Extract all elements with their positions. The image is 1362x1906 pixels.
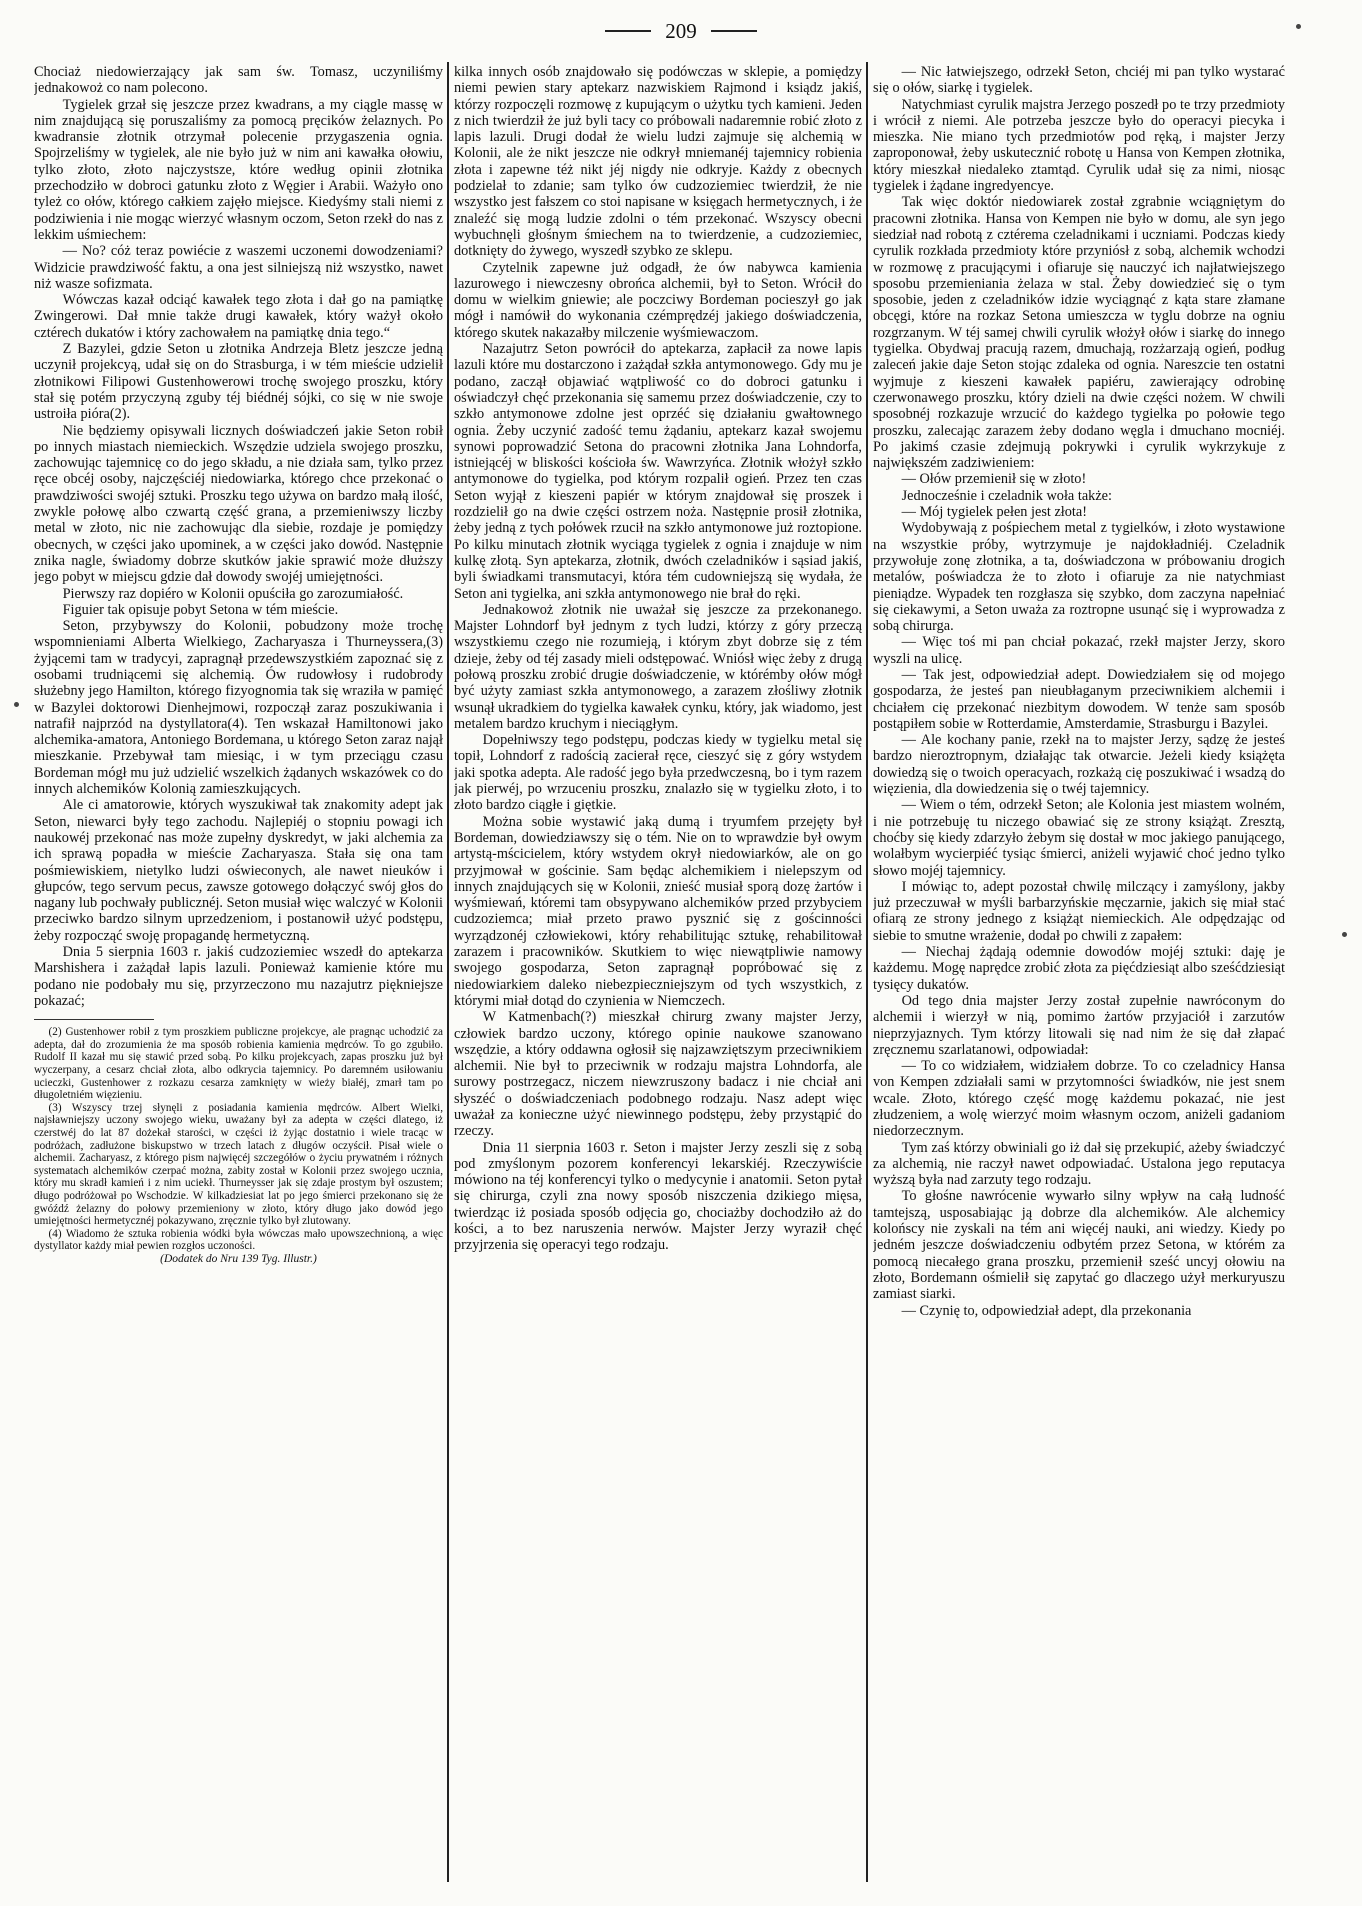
print-speck: [1342, 932, 1347, 937]
print-speck: [1296, 24, 1301, 29]
paragraph: Natychmiast cyrulik majstra Jerzego poszedł po te trzy przedmioty i wrócił z niemi. Ale potrzeba jeszcze było do operacyi piecyka i mieszka. Nie miano tych przedmiotów pod ręką, i majster Jerzy zaproponował, żeby uskutecznić robotę u Hansa von Kempen złotnika, który mieszkał niedaleko ztamtąd. Cyrulik udał się za nimi, niosąc tygielek i żądane ingredyencye.: [873, 96, 1285, 195]
column-1: [34, 64, 443, 1894]
supplement-note: (Dodatek do Nru 139 Tyg. Illustr.): [160, 1252, 317, 1265]
paragraph: Seton, przybywszy do Kolonii, pobudzony może trochę wspomnieniami Alberta Wielkiego, Zacharyasza i Thurneyssera,(3) żyjącemi tam w tradycyi, zapragnął przedewszystkiém zapoznać się z osobami trudniącemi się alchemią. Ów rudowłosy i rudobrody służebny jego Hamilton, którego fizyognomia tak się wraziła w pamięć w Bazylei doktorowi Dienhejmowi, rozpoczął zaraz poszukiwania i natrafił najprzód na dystyllatora(4). Ten wskazał Hamiltonowi jako alchemika-amatora, Antoniego Bordemana, u którego Seton zaraz najął mieszkanie. Przebywał tam miesiąc, i w tym przeciągu czasu Bordeman mógł mu już udzielić wszelkich żądanych wskazówek co do innych alchemików Kolonią zamieszkujących.: [34, 618, 443, 798]
paragraph: W Katmenbach(?) mieszkał chirurg zwany majster Jerzy, człowiek bardzo uczony, którego opinie naukowe szanowano wszędzie, a który oddawna ogłosił się najzawziętszym przeciwnikiem alchemii. Nie był to przeciwnik w rodzaju majstra Lohndorfa, ale surowy postrzegacz, niczem niewzruszony badacz i nie chciał ani słyszéć o doświadczeniach podobnego rodzaju. Nasz adept więc uważał za konieczne użyć niewinnego podstępu, żeby przystąpić do rzeczy.: [454, 1009, 862, 1140]
paragraph: I mówiąc to, adept pozostał chwilę milczący i zamyślony, jakby już przeczuwał w myśli barbarzyńskie męczarnie, jakich się miał stać ofiarą ze strony jednego z książąt niemieckich. Ale odpędzając od siebie to smutne wrażenie, dodał po chwili z zapałem:: [873, 878, 1285, 944]
paragraph: Dnia 11 sierpnia 1603 r. Seton i majster Jerzy zeszli się z sobą pod zmyślonym pozorem konferencyi lekarskiéj. Rzeczywiście mówiono na téj konferencyi tylko o medycynie i anatomii. Seton pytał się chirurga, czyli zna nowy sposób niszczenia dzikiego mięsa, twierdząc iż posiada sposób odjęcia go, chociażby dochodziło aż do kości, a to bez naruszenia nerwów. Majster Jerzy wyraził chęć przyjrzenia się operacyi tego rodzaju.: [454, 1139, 862, 1254]
header-rule-left: [605, 30, 651, 32]
paragraph: To głośne nawrócenie wywarło silny wpływ na całą ludność tamtejszą, usposabiając ją dobrze dla alchemików. Ale alchemicy kolońscy nie zyskali na tém ani więcéj nauki, ani wiedzy. Kiedy po jedném jeszcze doświadczeniu odbytém przez Setona, w którém za pomocą niecałego grana proszku, przemienił sześć uncyj ołowiu na złoto, Bordemann ośmielił się zapytać go dlaczego użył merkuryuszu zamiast siarki.: [873, 1188, 1285, 1303]
paragraph: — Mój tygielek pełen jest złota!: [901, 504, 1088, 521]
paragraph: Wówczas kazał odciąć kawałek tego złota i dał go na pamiątkę Zwingerowi. Dał mnie także drugi kawałek, który ważył około cztérech dukatów i który zachowałem na pamiątkę dnia tego.“: [34, 292, 443, 341]
paragraph: Można sobie wystawić jaką dumą i tryumfem przejęty był Bordeman, dowiedziawszy się o tém. Nie on to wprawdzie był owym artystą-mścicielem, który wstydem okrył niedowiarków, ale on go przyjmował w gościnie. Sam będąc alchemikiem i nielepszym od innych znajdujących się w Kolonii, znieść musiał sporą dozę żartów i wyśmiewań, któremi tam obsypywano alchemików przed przybyciem cudzoziemca; miał przeto prawo pysznić się z gościnności wyrządzonéj człowiekowi, który rehabilitując sztukę, rehabilitował zarazem i pracowników. Skutkiem to więc niewątpliwie namowy swojego gospodarza, Seton zapragnął popróbować się z niedowiarkiem daleko niebezpieczniejszym od tych wszystkich, z którymi miał dotąd do czynienia w Niemczech.: [454, 813, 862, 1009]
paragraph: Nie będziemy opisywali licznych doświadczeń jakie Seton robił po innych miastach niemieckich. Wszędzie udziela swojego proszku, zachowując tajemnicę co do jego składu, a nie działa sam, tylko przez ręce obcéj osoby, najczęściéj niedowiarka, którego chce przekonać o prawdziwości swojéj sztuki. Proszku tego używa on bardzo małą ilość, zwykle połowę albo czwartą część grana, a przemieniwszy liczby metal w złoto, nic nie zachowując dla siebie, rozdaje je pomiędzy obecnych, w części jako upominek, a w części jako dowód. Następnie znika nagle, świadomy dobrze skutków jakie sprawić może dłuższy jego pobyt w miejscu gdzie dał dowody swojéj umiejętności.: [34, 422, 443, 586]
page-number: 209: [665, 18, 697, 43]
print-speck: [14, 702, 19, 707]
paragraph: Tak więc doktór niedowiarek został zgrabnie wciągniętym do pracowni złotnika. Hansa von Kempen nie było w domu, ale syn jego siedział nad robotą z cztérema czeladnikami i uczniami. Podczas kiedy cyrulik rozkłada przedmioty które przyniósł z sobą, alchemik wchodzi w rozmowę z pracującymi i ofiaruje się nauczyć ich najłatwiejszego sposobu przemieniania żelaza w stal. Żeby dowiedzieć się o tym sposobie, jeden z czeladników idzie wyciągnąć z kąta stare złamane obcęgi, które na rozkaz Setona umieszcza w tyglu dobrze na ogniu rozgrzanym. W téj samej chwili cyrulik włożył ołów i siarkę do innego tygielka. Obydwaj pracują razem, dmuchają, rozżarzają ogień, podług zaleceń jakie daje Seton stojąc zdaleka od ognia. Nareszcie ten ostatni wyjmuje z kieszeni kawałek papiéru, zawierający odrobinę czerwonawego proszku, który dzieli na dwie części nożem. W chwili sposobnéj rozkazuje wrzucić do każdego tygielka po połowie tego proszku, zalecając zarazem żeby dodano węgla i dmuchano mocniéj. Po jakimś czasie zdejmują pokrywki i cyrulik wykrzykuje z największém zadziwieniem:: [873, 194, 1285, 472]
paragraph: — Ale kochany panie, rzekł na to majster Jerzy, sądzę że jesteś bardzo nieroztropnym, działając tak otwarcie. Jeżeli kiedy książęta dowiedzą się o twoich operacyach, rozkażą cię poszukiwać i wsadzą do więzienia, dla dowiedzenia się o twéj tajemnicy.: [873, 732, 1285, 798]
column-3: [873, 64, 1285, 1894]
paragraph: — No? cóż teraz powiécie z waszemi uczonemi dowodzeniami? Widzicie prawdziwość faktu, a ona jest silniejszą niż wszystko, nawet niż wasze sofizmata.: [34, 243, 443, 292]
column-divider: [447, 62, 449, 1882]
paragraph: — Więc toś mi pan chciał pokazać, rzekł majster Jerzy, skoro wyszli na ulicę.: [873, 634, 1285, 667]
paragraph: — Nic łatwiejszego, odrzekł Seton, chciéj mi pan tylko wystarać się o ołów, siarkę i tygielek.: [873, 64, 1285, 97]
paragraph: Dnia 5 sierpnia 1603 r. jakiś cudzoziemiec wszedł do aptekarza Marshishera i zażądał lapis lazuli. Ponieważ kamienie które mu podano nie podobały mu się, przyrzeczono mu nazajutrz piękniejsze pokazać;: [34, 944, 443, 1009]
paragraph: Tygielek grzał się jeszcze przez kwadrans, a my ciągle massę w nim znajdującą się poruszaliśmy za pomocą pręcików żelaznych. Po kwadransie złotnik otrzymał polecenie przygaszenia ognia. Spojrzeliśmy w tygielek, ale nie było już w nim ani kawałka ołowiu, tylko złoto, złoto najczystsze, które według opinii złotnika przechodziło w dobroci gatunku złoto z Węgier i Arabii. Ważyło ono tyleż co ołów, którego całkiem zajęło miejsce. Kiedyśmy stali niemi z podziwienia i nie mogąc wierzyć własnym oczom, Seton rzekł do nas z lekkim uśmiechem:: [34, 96, 443, 243]
column-2: [454, 64, 862, 1894]
paragraph: Jednakowoż złotnik nie uważał się jeszcze za przekonanego. Majster Lohndorf był jednym z tych ludzi, którzy z góry przeczą wszystkiemu czego nie rozumieją, i którym zbyt dobrze się z tém dzieje, żeby od téj zasady mieli odstępować. Wniósł więc żeby z drugą połową proszku zrobić drugie doświadczenie, w którémby ołów mógł być użyty zamiast szkła antymonowego, a zarazem złośliwy złotnik wsunął ukradkiem do tygielka kawałek cynku, który, jak wiadomo, jest metalem bardzo kruchym i nieciągłym.: [454, 601, 862, 732]
paragraph: Nazajutrz Seton powrócił do aptekarza, zapłacił za nowe lapis lazuli które mu dostarczono i zażądał szkła antymonowego. Gdy mu je podano, zaczął objawiać wątpliwość co do dobroci gatunku i oświadczył chęć przekonania się samemu przez doświadczenie, czy to szkło antymonowe zdolne jest oprzéć się działaniu gwałtownego ognia. Żeby uczynić zadość temu żądaniu, aptekarz kazał swojemu synowi poprowadzić Setona do pracowni złotnika Jana Lohndorfa, istniejącéj w bliskości kościoła św. Wawrzyńca. Złotnik włożył szkło antymonowe do tygielka, pod którym rozpalił ogień. Przez ten czas Seton wyjął z kieszeni papiér w którym znajdował się proszek i rozdzielił go na dwie części ostrzem noża. Następnie prosił złotnika, żeby jedną z tych połówek rzucił na szkło antymonowe już roztopione. Po kilku minutach złotnik wyciąga tygielek z ognia i znajduje w nim kulkę złotą. Syn aptekarza, złotnik, dwóch czeladników i sąsiad jakiś, byli świadkami transmutacyi, która tém cudowniejszą się wydała, że Seton ani tygielka, ani szkła antymonowego nie brał do ręki.: [454, 341, 862, 602]
footnote: (4) Wiadomo że sztuka robienia wódki była wówczas mało upowszechnioną, a więc dystyllator każdy miał pewien rozgłos uczoności.: [34, 1227, 443, 1253]
footnote-rule: [34, 1019, 154, 1020]
paragraph: Tym zaś którzy obwiniali go iż dał się przekupić, ażeby świadczyć za alchemią, nie raczył nawet odpowiadać. Ustalona jego reputacya wyższą była nad zarzuty tego rodzaju.: [873, 1139, 1285, 1189]
paragraph: — To co widziałem, widziałem dobrze. To co czeladnicy Hansa von Kempen zdziałali sami w przytomności świadków, nie jest snem wcale. Złoto, którego część mogę każdemu pokazać, nie jest złudzeniem, a wolę wierzyć moim własnym oczom, aniżeli gadaniom niedorzecznym.: [873, 1058, 1285, 1140]
paragraph: Figuier tak opisuje pobyt Setona w tém mieście.: [62, 601, 339, 618]
paragraph: Dopełniwszy tego podstępu, podczas kiedy w tygielku metal się topił, Lohndorf z radością zacierał ręce, cieszyć się z góry wstydem jaki spotka adepta. Ale radość jego była przedwczesną, bo i tym razem jak pierwéj, po wrzuceniu proszku, znalazło się w tygielku złoto, i to złoto bardzo ciągłe i giętkie.: [454, 732, 862, 814]
paragraph: Ale ci amatorowie, których wyszukiwał tak znakomity adept jak Seton, niewarci były tego zachodu. Najlepiéj o stopniu powagi ich naukowéj przekonać nas może zupełny dyskredyt, w jaki alchemia za ich sprawą popadła w mieście Zacharyasza. Stała się ona tam pośmiewiskiem, nietylko ludzi oświeconych, ale nawet nieuków i głupców, tego servum pecus, zawsze gotowego dołączyć swój głos do nagany lub pochwały publicznéj. Seton musiał więc walczyć w Kolonii przeciwko bardzo silnym uprzedzeniom, i postanowił użyć podstępu, żeby rozpocząć swoję propagandę hermetyczną.: [34, 797, 443, 944]
paragraph: Od tego dnia majster Jerzy został zupełnie nawróconym do alchemii i wierzył w nią, pomimo żartów przyjaciół i zarzutów nieprzyjaznych. Tym którzy litowali się nad nim że się dał złapać zręcznemu szarlatanowi, odpowiadał:: [873, 992, 1285, 1058]
paragraph: — Ołów przemienił się w złoto!: [901, 471, 1087, 488]
paragraph: Jednocześnie i czeladnik woła także:: [901, 487, 1112, 504]
paragraph: Pierwszy raz dopiéro w Kolonii opuściła go zarozumiałość.: [62, 585, 404, 602]
paragraph: Czytelnik zapewne już odgadł, że ów nabywca kamienia lazurowego i niewczesny obrońca alchemii, był to Seton. Wrócił do domu w wielkim gniewie; ale poczciwy Bordeman pocieszył go jak mógł i namówił do wykonania czémprędzéj jakiego doświadczenia, którego skutek nakazałby milczenie wyśmiewaczom.: [454, 259, 862, 341]
page-header: [0, 14, 1362, 48]
column-divider: [866, 62, 868, 1882]
paragraph: Z Bazylei, gdzie Seton u złotnika Andrzeja Bletz jeszcze jedną uczynił projekcyą, udał się on do Strasburga, i w tém mieście udzielił złotnikowi Filipowi Gustenhowerowi trochę swojego proszku, który stał się potém przyczyną zguby téj biédnéj sójki, co się w nie swoje ustroiła pióra(2).: [34, 341, 443, 423]
footnote: (3) Wszyscy trzej słynęli z posiadania kamienia mędrców. Albert Wielki, najsławniejszy uczony swojego wieku, uważany był za adepta w części dlatego, iż czerstwéj do lat 87 dożekał starości, w części iż żyjąc dostatnio i wiele tracąc w podróżach, zadłużone biskupstwo w trzech latach z długów oczyścił. Pisał wiele o alchemii. Zacharyasz, z którego pism najwięcéj szczegółów o życiu prywatném i różnych systematach alchemików czerpać można, zabity został w Kolonii przez swojego ucznia, który mu skradł kamień i z nim uciekł. Thurneysser jak się zdaje prostym był oszustem; długo podróżował po Wschodzie. W kilkadziesiat lat po jego śmierci przekonano się że gwóźdź żelazny do połowy przemieniony w złoto, który długo jako dowód jego umiejętności hermetycznéj pokazywano, zręcznie tylko był zlutowany.: [34, 1101, 443, 1228]
paragraph: Chociaż niedowierzający jak sam św. Tomasz, uczyniliśmy jednakowoż co nam polecono.: [34, 64, 443, 97]
paragraph: — Tak jest, odpowiedział adept. Dowiedziałem się od mojego gospodarza, że jesteś pan nieubłaganym przeciwnikiem alchemii i chciałem cię przekonać niezbitym dowodem. W tenże sam sposób postąpiłem sobie w Rotterdamie, Amsterdamie, Strasburgu i Bazylei.: [873, 666, 1285, 732]
paragraph: — Wiem o tém, odrzekł Seton; ale Kolonia jest miastem wolném, i nie potrzebuję tu niczego obawiać się ze strony książąt. Zresztą, choćby się kiedy zdarzyło żebym się dostał w moc jakiego panującego, wolałbym wycierpiéć tysiąc śmierci, aniżeli wyjawić choć jedno tylko słowo mojéj tajemnicy.: [873, 797, 1285, 879]
header-rule-right: [711, 30, 757, 32]
paragraph: Wydobywają z pośpiechem metal z tygielków, i złoto wystawione na wszystkie próby, wytrzymuje je najdokładniéj. Czeladnik przywołuje zonę złotnika, a ta, doświadczona w próbowaniu drogich metalów, poświadcza że to złoto i ofiaruje za nie natychmiast pieniądze. Wypadek ten rozgłasza się szybko, dom zaczyna napełniać się ciekawymi, a Seton uważa za roztropne usunąć się i wyprowadza z sobą chirurga.: [873, 520, 1285, 635]
paragraph: — Niechaj żądają odemnie dowodów mojéj sztuki: daję je każdemu. Mogę naprędce zrobić złota za pięćdziesiąt albo sześćdziesiąt tysięcy dukatów.: [873, 944, 1285, 993]
footnote: (2) Gustenhower robił z tym proszkiem publiczne projekcye, ale pragnąc uchodzić za adepta, dał do zrozumienia że ma sposób robienia kamienia mędrców. To go zgubiło. Rudolf II kazał mu się stawić przed sobą. Po kilku projekcyach, zapas proszku już był wyczerpany, a cesarz chciał złota, albo odkrycia tajemnicy. Po daremném usiłowaniu ucieczki, Gustenhower z rozkazu cesarza zamknięty w wieży białéj, zmarł tam po długoletniém więzieniu.: [34, 1026, 443, 1102]
footnotes: [34, 1026, 443, 1265]
paragraph: — Czynię to, odpowiedział adept, dla przekonania: [901, 1302, 1192, 1319]
paragraph: kilka innych osób znajdowało się podówczas w sklepie, a pomiędzy niemi pewien stary aptekarz nazwiskiem Rajmond i ksiądz jakiś, którzy rozpoczęli rozmowę z kupującym o użytku tych kamieni. Jeden z nich twierdził że już byli tacy co próbowali nadaremnie robić złoto z lapis lazuli. Drugi dodał że wielu ludzi zajmuje się alchemią w Kolonii, ale że nikt jeszcze nie odkrył mniemanéj tajemnicy robienia złota i zapewne téż nikt jéj nigdy nie odkryje. Każdy z obecnych podzielał to zdanie; sam tylko ów cudzoziemiec twierdził, że nie wszystko jest fałszem co stoi napisane w księgach hermetycznych, i że znaleźć się mogą ludzie zdolni o tém przekonać. Wszyscy obecni wybuchnęli głośnym śmiechem na to twierdzenie, a cudzoziemiec, dotknięty do żywego, wyszedł szybko ze sklepu.: [454, 64, 862, 260]
